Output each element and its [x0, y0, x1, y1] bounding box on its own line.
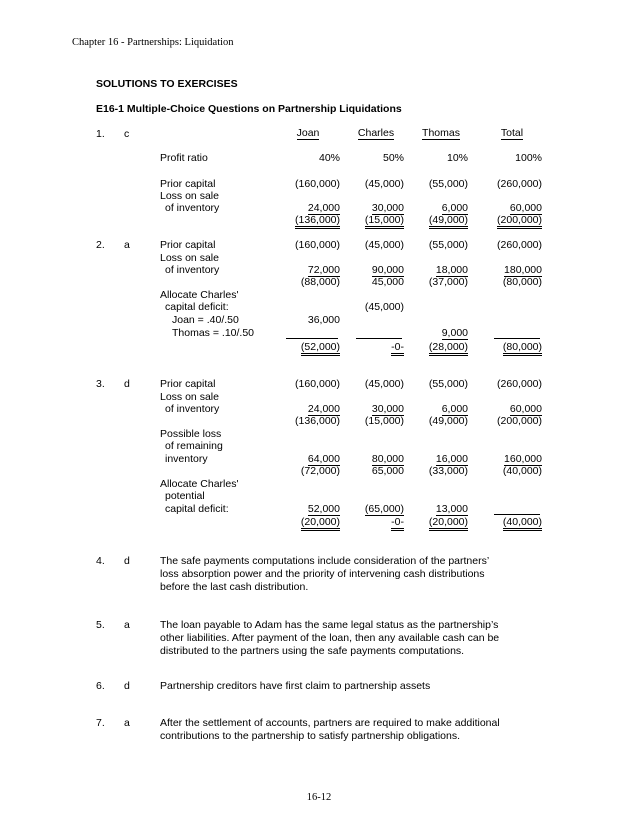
q6-line-1: Partnership creditors have first claim to partnership assets — [160, 680, 431, 692]
q2-allocate-charles: (45,000) — [364, 301, 404, 313]
q3-allocate-label-1: Allocate Charles' — [160, 478, 239, 490]
q3-underline-total — [494, 514, 540, 515]
q2-number: 2. — [96, 239, 105, 251]
q3-sub1-total: (200,000) — [497, 415, 542, 427]
q2-result-thomas: (28,000) — [429, 341, 468, 356]
q5-line-1: The loan payable to Adam has the same legal status as the partnership’s — [160, 619, 499, 631]
q3-result-thomas: (20,000) — [429, 516, 468, 531]
q3-number: 3. — [96, 378, 105, 390]
q1-prior-joan: (160,000) — [295, 178, 340, 190]
q2-prior-joan: (160,000) — [295, 239, 340, 251]
q4-answer: d — [124, 555, 130, 567]
q5-line-2: other liabilities. After payment of the loan, then any available cash can be — [160, 632, 500, 644]
page-header: Chapter 16 - Partnerships: Liquidation — [72, 37, 234, 48]
q3-possible-label: inventory — [165, 453, 208, 465]
q3-result-charles: -0- — [391, 516, 404, 531]
col-header-thomas: Thomas — [422, 127, 460, 139]
q2-underline-joan — [286, 338, 338, 339]
q3-prior-joan: (160,000) — [295, 378, 340, 390]
q3-sub2-charles: 65,000 — [371, 465, 404, 477]
q5-line-3: distributed to the partners using the safe payments computations. — [160, 645, 465, 657]
q2-sub-joan: (88,000) — [300, 276, 340, 288]
q2-result-charles: -0- — [391, 341, 404, 356]
q2-prior-total: (260,000) — [497, 239, 542, 251]
q7-number: 7. — [96, 717, 105, 729]
q1-result-total: (200,000) — [497, 214, 542, 229]
q1-prior-label: Prior capital — [160, 178, 216, 190]
q3-answer: d — [124, 378, 130, 390]
q3-possible-joan: 64,000 — [307, 453, 340, 465]
q1-loss-charles: 30,000 — [371, 202, 404, 214]
q7-line-2: contributions to the partnership to satisfy partnership obligations. — [160, 730, 461, 742]
q2-thomas-alloc-value: 9,000 — [441, 327, 468, 339]
q3-possible-total: 160,000 — [504, 453, 542, 465]
q1-loss-joan: 24,000 — [307, 202, 340, 214]
q2-loss-thomas: 18,000 — [435, 264, 468, 276]
q4-line-2: loss absorption power and the priority of intervening cash distributions — [160, 568, 485, 580]
q2-sub-total: (80,000) — [502, 276, 542, 288]
q2-sub-thomas: (37,000) — [428, 276, 468, 288]
q4-number: 4. — [96, 555, 105, 567]
q3-prior-charles: (45,000) — [364, 378, 404, 390]
q2-loss-label: of inventory — [165, 264, 220, 276]
q1-profit-joan: 40% — [318, 152, 340, 164]
q6-number: 6. — [96, 680, 105, 692]
q3-sub2-joan: (72,000) — [300, 465, 340, 477]
col-header-charles: Charles — [357, 127, 395, 139]
q2-answer: a — [124, 239, 130, 251]
q2-prior-charles: (45,000) — [364, 239, 404, 251]
q1-prior-charles: (45,000) — [364, 178, 404, 190]
q7-answer: a — [124, 717, 130, 729]
q2-prior-label: Prior capital — [160, 239, 216, 251]
q2-loss-charles: 90,000 — [371, 264, 404, 276]
q6-answer: d — [124, 680, 130, 692]
q3-allocate-label: capital deficit: — [165, 503, 229, 515]
q1-prior-thomas: (55,000) — [428, 178, 468, 190]
q4-line-3: before the last cash distribution. — [160, 581, 309, 593]
q1-profit-thomas: 10% — [446, 152, 468, 164]
q3-possible-label-1: Possible loss — [160, 428, 222, 440]
q2-joan-alloc-label: Joan = .40/.50 — [172, 314, 239, 326]
q1-loss-total: 60,000 — [509, 202, 542, 214]
q3-prior-total: (260,000) — [497, 378, 542, 390]
q3-sub1-thomas: (49,000) — [428, 415, 468, 427]
q3-loss-total: 60,000 — [509, 403, 542, 415]
q1-result-charles: (15,000) — [365, 214, 404, 229]
q2-thomas-alloc-label: Thomas = .10/.50 — [172, 327, 255, 339]
q1-profit-label: Profit ratio — [160, 152, 208, 164]
q2-loss-joan: 72,000 — [307, 264, 340, 276]
q1-profit-total: 100% — [515, 152, 542, 164]
q2-underline-charles — [356, 338, 402, 339]
q1-number: 1. — [96, 128, 105, 140]
q3-allocate-charles: (65,000) — [364, 503, 404, 515]
q3-sub2-total: (40,000) — [502, 465, 542, 477]
q4-line-1: The safe payments computations include consideration of the partners’ — [160, 555, 490, 567]
q2-loss-total: 180,000 — [504, 264, 542, 276]
q2-allocate-label-2: capital deficit: — [165, 301, 229, 313]
q3-loss-charles: 30,000 — [371, 403, 404, 415]
q5-number: 5. — [96, 619, 105, 631]
q1-answer: c — [124, 128, 130, 140]
q1-prior-total: (260,000) — [497, 178, 542, 190]
q2-prior-thomas: (55,000) — [428, 239, 468, 251]
q3-possible-label-2: of remaining — [165, 440, 223, 452]
q2-loss-label-1: Loss on sale — [160, 252, 219, 264]
q1-result-joan: (136,000) — [295, 214, 340, 229]
q3-loss-joan: 24,000 — [307, 403, 340, 415]
section-title: SOLUTIONS TO EXERCISES — [96, 78, 238, 90]
q3-allocate-thomas: 13,000 — [435, 503, 468, 515]
q3-allocate-label-2: potential — [165, 490, 205, 502]
q2-underline-total — [494, 338, 540, 339]
exercise-title: E16-1 Multiple-Choice Questions on Partnership Liquidations — [96, 103, 402, 115]
q1-profit-charles: 50% — [382, 152, 404, 164]
q3-prior-thomas: (55,000) — [428, 378, 468, 390]
q3-allocate-joan: 52,000 — [307, 503, 340, 515]
q5-answer: a — [124, 619, 130, 631]
q1-loss-label: of inventory — [165, 202, 220, 214]
q2-allocate-label-1: Allocate Charles' — [160, 289, 239, 301]
q3-sub2-thomas: (33,000) — [428, 465, 468, 477]
q2-result-total: (80,000) — [503, 341, 542, 356]
q7-line-1: After the settlement of accounts, partners are required to make additional — [160, 717, 500, 729]
q1-loss-label-1: Loss on sale — [160, 190, 219, 202]
q3-loss-label-1: Loss on sale — [160, 391, 219, 403]
q3-possible-thomas: 16,000 — [435, 453, 468, 465]
q3-result-total: (40,000) — [503, 516, 542, 531]
q2-sub-charles: 45,000 — [371, 276, 404, 288]
q3-result-joan: (20,000) — [301, 516, 340, 531]
col-header-joan: Joan — [296, 127, 320, 139]
q3-loss-thomas: 6,000 — [441, 403, 468, 415]
q3-sub1-joan: (136,000) — [295, 415, 340, 427]
q2-result-joan: (52,000) — [301, 341, 340, 356]
q1-loss-thomas: 6,000 — [441, 202, 468, 214]
q3-sub1-charles: (15,000) — [364, 415, 404, 427]
q3-possible-charles: 80,000 — [371, 453, 404, 465]
q2-joan-alloc-value: 36,000 — [307, 314, 340, 326]
page-number: 16-12 — [306, 792, 332, 803]
q1-result-thomas: (49,000) — [429, 214, 468, 229]
q3-loss-label: of inventory — [165, 403, 220, 415]
col-header-total: Total — [500, 127, 524, 139]
q3-prior-label: Prior capital — [160, 378, 216, 390]
